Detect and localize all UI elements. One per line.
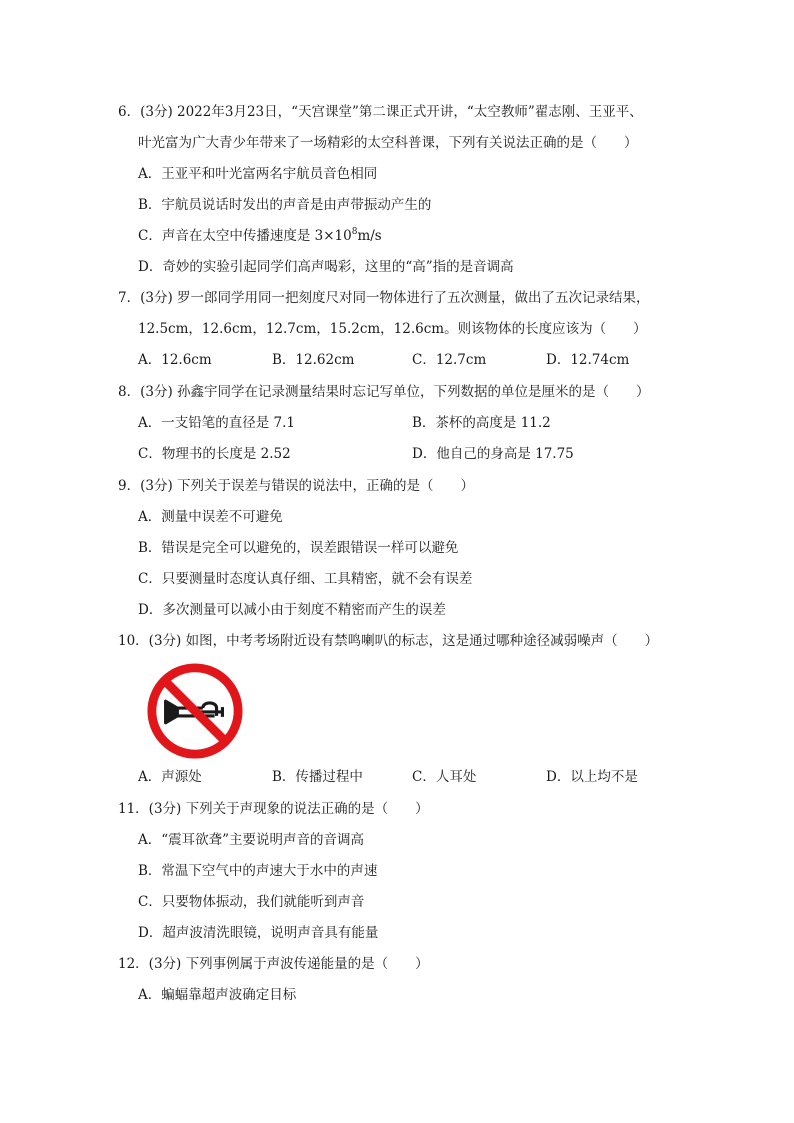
q6-option-c[interactable] <box>138 226 382 246</box>
q12-option-a[interactable]: A．蝙蝠靠超声波确定目标 <box>138 987 297 1003</box>
q8-option-d[interactable]: D．他自己的身高是 17.75 <box>412 446 574 462</box>
q11-option-b[interactable]: B．常温下空气中的声速大于水中的声速 <box>138 863 378 879</box>
q8-option-b[interactable]: B．茶杯的高度是 11.2 <box>412 415 551 431</box>
q11-stem: 11．(3分) 下列关于声现象的说法正确的是（ ） <box>118 801 429 817</box>
q11-option-a[interactable]: A．“震耳欲聋”主要说明声音的音调高 <box>138 832 365 848</box>
q7-stem-line1: 7．(3分) 罗一郎同学用同一把刻度尺对同一物体进行了五次测量，做出了五次记录结果， <box>118 290 650 306</box>
q6-option-a[interactable]: A．王亚平和叶光富两名宇航员音色相同 <box>138 166 378 182</box>
q10-option-b[interactable]: B．传播过程中 <box>272 769 363 785</box>
q8-option-a[interactable]: A．一支铅笔的直径是 7.1 <box>138 415 296 431</box>
q7-option-c[interactable]: C．12.7cm <box>412 352 487 368</box>
q11-option-c[interactable]: C．只要物体振动，我们就能听到声音 <box>138 894 365 910</box>
q6-option-c-exponent: 8 <box>351 227 358 237</box>
q6-option-c-unit: m/s <box>357 228 382 244</box>
q8-stem: 8．(3分) 孙鑫宇同学在记录测量结果时忘记写单位，下列数据的单位是厘米的是（ ） <box>118 384 650 400</box>
q9-option-b[interactable]: B．错误是完全可以避免的，误差跟错误一样可以避免 <box>138 540 459 556</box>
q7-option-a[interactable]: A．12.6cm <box>138 352 212 368</box>
q7-stem-line2: 12.5cm，12.6cm，12.7cm，15.2cm，12.6cm。则该物体的长度应该为（ ） <box>138 321 647 337</box>
q6-stem-line2: 叶光富为广大青少年带来了一场精彩的太空科普课，下列有关说法正确的是（ ） <box>138 135 638 151</box>
q6-option-c-text: C．声音在太空中传播速度是 3×10 <box>138 228 352 244</box>
q10-option-a[interactable]: A．声源处 <box>138 769 202 785</box>
q6-stem-line1: 6．(3分) 2022年3月23日，“天宫课堂”第二课正式开讲，“太空教师”翟志刚、王亚平、 <box>118 104 643 120</box>
q9-stem: 9．(3分) 下列关于误差与错误的说法中，正确的是（ ） <box>118 478 475 494</box>
q8-option-c[interactable]: C．物理书的长度是 2.52 <box>138 446 291 462</box>
q6-option-d[interactable]: D．奇妙的实验引起同学们高声喝彩，这里的“高”指的是音调高 <box>138 259 514 275</box>
q12-stem: 12．(3分) 下列事例属于声波传递能量的是（ ） <box>118 956 429 972</box>
q9-option-d[interactable]: D．多次测量可以减小由于刻度不精密而产生的误差 <box>138 602 446 618</box>
q10-stem: 10．(3分) 如图，中考考场附近设有禁鸣喇叭的标志，这是通过哪种途径减弱噪声（ ） <box>118 633 659 649</box>
q7-option-b[interactable]: B．12.62cm <box>272 352 355 368</box>
q11-option-d[interactable]: D．超声波清洗眼镜，说明声音具有能量 <box>138 925 379 941</box>
q9-option-c[interactable]: C．只要测量时态度认真仔细、工具精密，就不会有误差 <box>138 571 473 587</box>
q9-option-a[interactable]: A．测量中误差不可避免 <box>138 509 283 525</box>
no-horn-sign-icon <box>146 662 244 760</box>
q10-option-d[interactable]: D．以上均不是 <box>546 769 638 785</box>
q10-option-c[interactable]: C．人耳处 <box>412 769 477 785</box>
q6-option-b[interactable]: B．宇航员说话时发出的声音是由声带振动产生的 <box>138 197 432 213</box>
q7-option-d[interactable]: D．12.74cm <box>546 352 630 368</box>
